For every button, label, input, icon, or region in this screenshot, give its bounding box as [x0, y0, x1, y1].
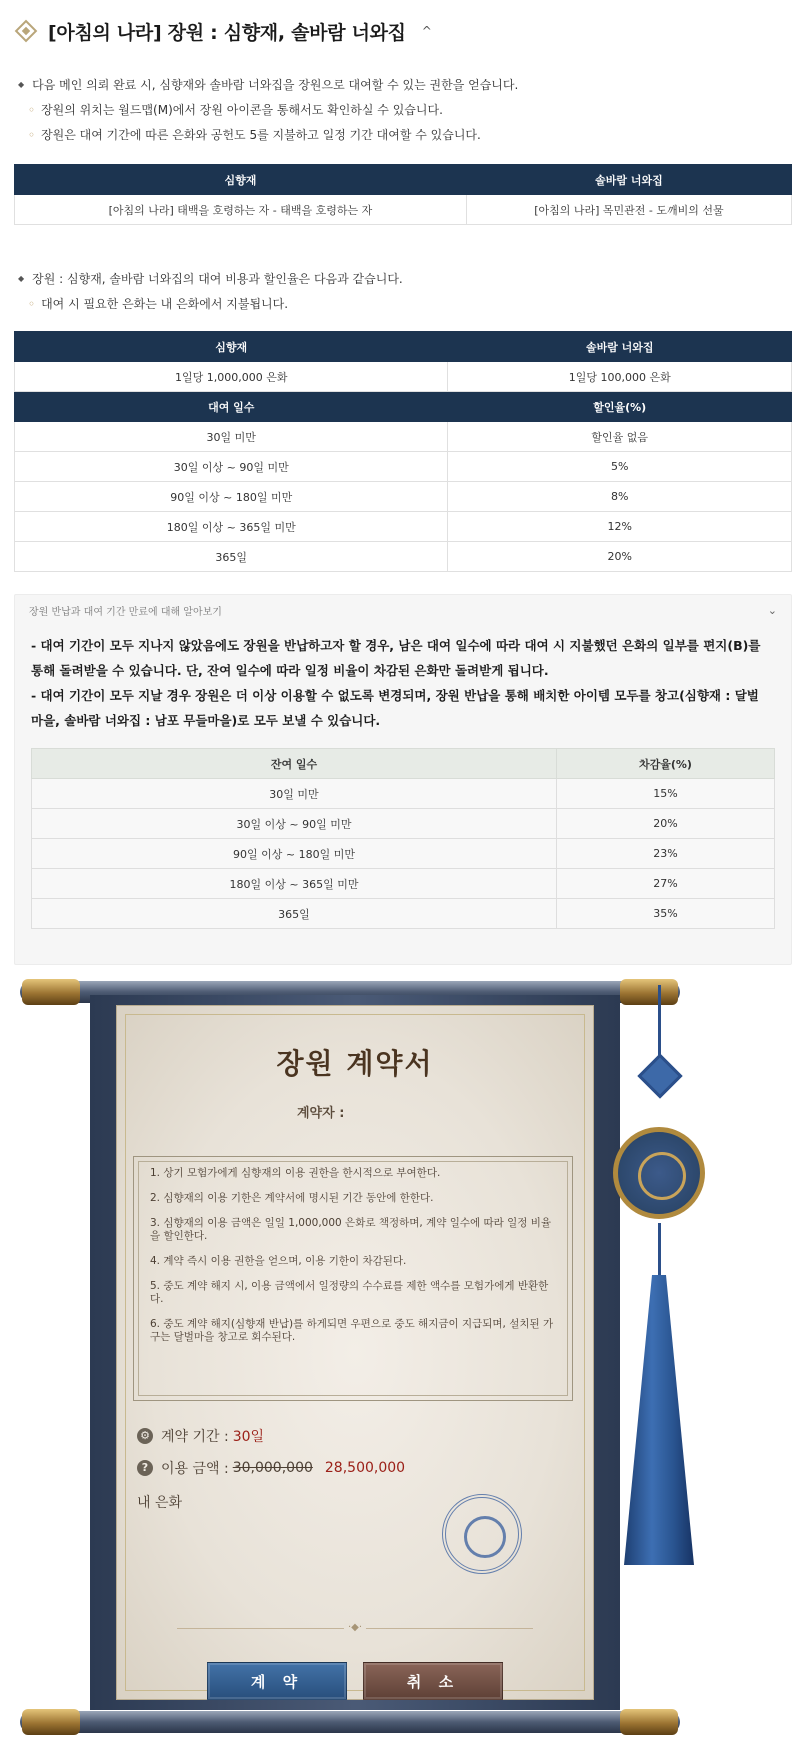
tassel-knot-icon: [637, 1053, 682, 1098]
contract-clause: 6. 중도 계약 해지(심향재 반납)를 하게되면 우편으로 중도 해지금이 지급되며, 설치된 가구는 달벌마을 창고로 회수된다.: [150, 1318, 554, 1343]
tassel-icon: [624, 1275, 694, 1565]
quest-table: [14, 164, 792, 225]
contractor-label: 계약자 :: [297, 1106, 345, 1121]
quest-header: 솔바람 너와집: [466, 165, 791, 195]
intro-bullets: [18, 72, 518, 148]
faq-body: [15, 625, 791, 733]
intro-sub-location: ◦ 장원의 위치는 월드맵(M)에서 장원 아이콘을 통해서도 확인하실 수 있습니다.: [18, 98, 518, 123]
table-row-rate: 20%: [448, 542, 792, 572]
contract-period: [137, 1426, 264, 1446]
contract-clause: 1. 상기 모험가에게 심향재의 이용 권한을 한시적으로 부여한다.: [150, 1167, 441, 1179]
faq-header[interactable]: [15, 595, 791, 625]
table-row-rate: 20%: [556, 809, 774, 839]
contract-confirm-button[interactable]: 계 약: [207, 1662, 347, 1700]
contract-clause: 5. 중도 계약 해지 시, 이용 금액에서 일정량의 수수료를 제한 액수를 모험가에게 반환한다.: [150, 1280, 549, 1305]
table-row-days: 180일 이상 ~ 365일 미만: [15, 512, 448, 542]
deduction-table: [31, 748, 775, 929]
table-row-rate: 8%: [448, 482, 792, 512]
table-row-rate: 23%: [556, 839, 774, 869]
cost-header: 심향재: [15, 332, 448, 362]
chevron-down-icon[interactable]: ⌄: [767, 603, 777, 617]
cost-cell: 1일당 100,000 은화: [448, 362, 792, 392]
tassel-medallion-icon: [613, 1127, 705, 1219]
scroll-body: [90, 995, 620, 1710]
table-row-days: 365일: [15, 542, 448, 572]
quest-cell: [아침의 나라] 목민관전 - 도깨비의 선물: [466, 195, 791, 225]
faq-paragraph-expiry: - 대여 기간이 모두 지날 경우 장원은 더 이상 이용할 수 없도록 변경되며, 장원 반납을 통해 배치한 아이템 모두를 창고(심향재 : 달벌 마을, 솔바람 너와집 : 남포 무들마을)로 모두 보낼 수 있습니다.: [31, 688, 759, 728]
contract-clause: 4. 계약 즉시 이용 권한을 얻으며, 이용 기한이 차감된다.: [150, 1255, 407, 1267]
quest-cell: [아침의 나라] 태백을 호령하는 자 - 태백을 호령하는 자: [15, 195, 467, 225]
contract-scroll: [20, 975, 700, 1745]
cost-cell: 1일당 1,000,000 은화: [15, 362, 448, 392]
table-row-days: 365일: [32, 899, 557, 929]
deduction-header: 잔여 일수: [32, 749, 557, 779]
cost-bullets: [18, 266, 403, 317]
contract-clauses: [133, 1156, 573, 1401]
contract-price: [137, 1458, 405, 1478]
question-icon: ?: [137, 1460, 153, 1476]
discount-header: 할인율(%): [448, 392, 792, 422]
my-silver-label: 내 은화: [137, 1495, 183, 1511]
divider: [177, 1622, 533, 1633]
table-row-rate: 할인율 없음: [448, 422, 792, 452]
faq-paragraph-refund: - 대여 기간이 모두 지나지 않았음에도 장원을 반납하고자 할 경우, 남은 대여 일수에 따라 대여 시 지불했던 은화의 일부를 편지(B)를 통해 돌려받을 수 있습니다. 단, 잔여 일수에 따라 일정 비율이 차감된 은화만 돌려받게 됩니다.: [31, 638, 761, 678]
quest-header: 심향재: [15, 165, 467, 195]
contract-paper: [116, 1005, 594, 1700]
contract-clause: 2. 심향재의 이용 기한은 계약서에 명시된 기간 동안에 한한다.: [150, 1192, 434, 1204]
table-row-days: 30일 이상 ~ 90일 미만: [15, 452, 448, 482]
rod-cap: [620, 1709, 678, 1735]
table-row-days: 30일 미만: [32, 779, 557, 809]
table-row-rate: 27%: [556, 869, 774, 899]
price-discounted: 28,500,000: [324, 1460, 406, 1476]
table-row-days: 90일 이상 ~ 180일 미만: [32, 839, 557, 869]
table-row-days: 90일 이상 ~ 180일 미만: [15, 482, 448, 512]
dragon-seal-icon: [442, 1494, 522, 1574]
period-value: 30일: [232, 1429, 265, 1445]
rod-cap: [22, 979, 80, 1005]
deduction-header: 차감율(%): [556, 749, 774, 779]
scroll-bottom-rod: [20, 1711, 680, 1733]
discount-header: 대여 일수: [15, 392, 448, 422]
cost-header: 솔바람 너와집: [448, 332, 792, 362]
contract-cancel-button[interactable]: 취 소: [363, 1662, 503, 1700]
cost-table: [14, 331, 792, 572]
period-label: 계약 기간 :: [161, 1429, 229, 1445]
table-row-days: 30일 이상 ~ 90일 미만: [32, 809, 557, 839]
page-title-row: [14, 14, 432, 48]
contract-clause: 3. 심향재의 이용 금액은 일일 1,000,000 은화로 책정하며, 계약 일수에 따라 일정 비율을 할인한다.: [150, 1217, 551, 1242]
faq-question: 장원 반납과 대여 기간 만료에 대해 알아보기: [29, 606, 222, 618]
rod-cap: [620, 979, 678, 1005]
table-row-days: 30일 미만: [15, 422, 448, 452]
faq-accordion: [14, 594, 792, 965]
intro-sub-cost: ◦ 장원은 대여 기간에 따른 은화와 공헌도 5를 지불하고 일정 기간 대여할 수 있습니다.: [18, 123, 518, 148]
page-title: [아침의 나라] 장원 : 심향재, 솔바람 너와집: [48, 21, 406, 44]
cost-main: ◆ 장원 : 심향재, 솔바람 너와집의 대여 비용과 할인율은 다음과 같습니다.: [18, 266, 403, 292]
gear-icon: ⚙: [137, 1428, 153, 1444]
tassel-cord: [658, 1223, 661, 1278]
price-original: 30,000,000: [232, 1460, 313, 1476]
diamond-icon: [15, 20, 38, 43]
collapse-caret-icon[interactable]: ^: [421, 24, 432, 38]
rod-cap: [22, 1709, 80, 1735]
price-label: 이용 금액 :: [161, 1461, 229, 1477]
table-row-rate: 12%: [448, 512, 792, 542]
cost-sub: ◦ 대여 시 필요한 은화는 내 은화에서 지불됩니다.: [18, 292, 403, 317]
contract-title: 장원 계약서: [276, 1047, 434, 1080]
my-silver: [137, 1492, 182, 1512]
table-row-rate: 15%: [556, 779, 774, 809]
table-row-rate: 35%: [556, 899, 774, 929]
table-row-days: 180일 이상 ~ 365일 미만: [32, 869, 557, 899]
intro-main: ◆ 다음 메인 의뢰 완료 시, 심향재와 솔바람 너와집을 장원으로 대여할 수 있는 권한을 얻습니다.: [18, 72, 518, 98]
ornament-icon: ·◆·: [344, 1623, 366, 1633]
table-row-rate: 5%: [448, 452, 792, 482]
